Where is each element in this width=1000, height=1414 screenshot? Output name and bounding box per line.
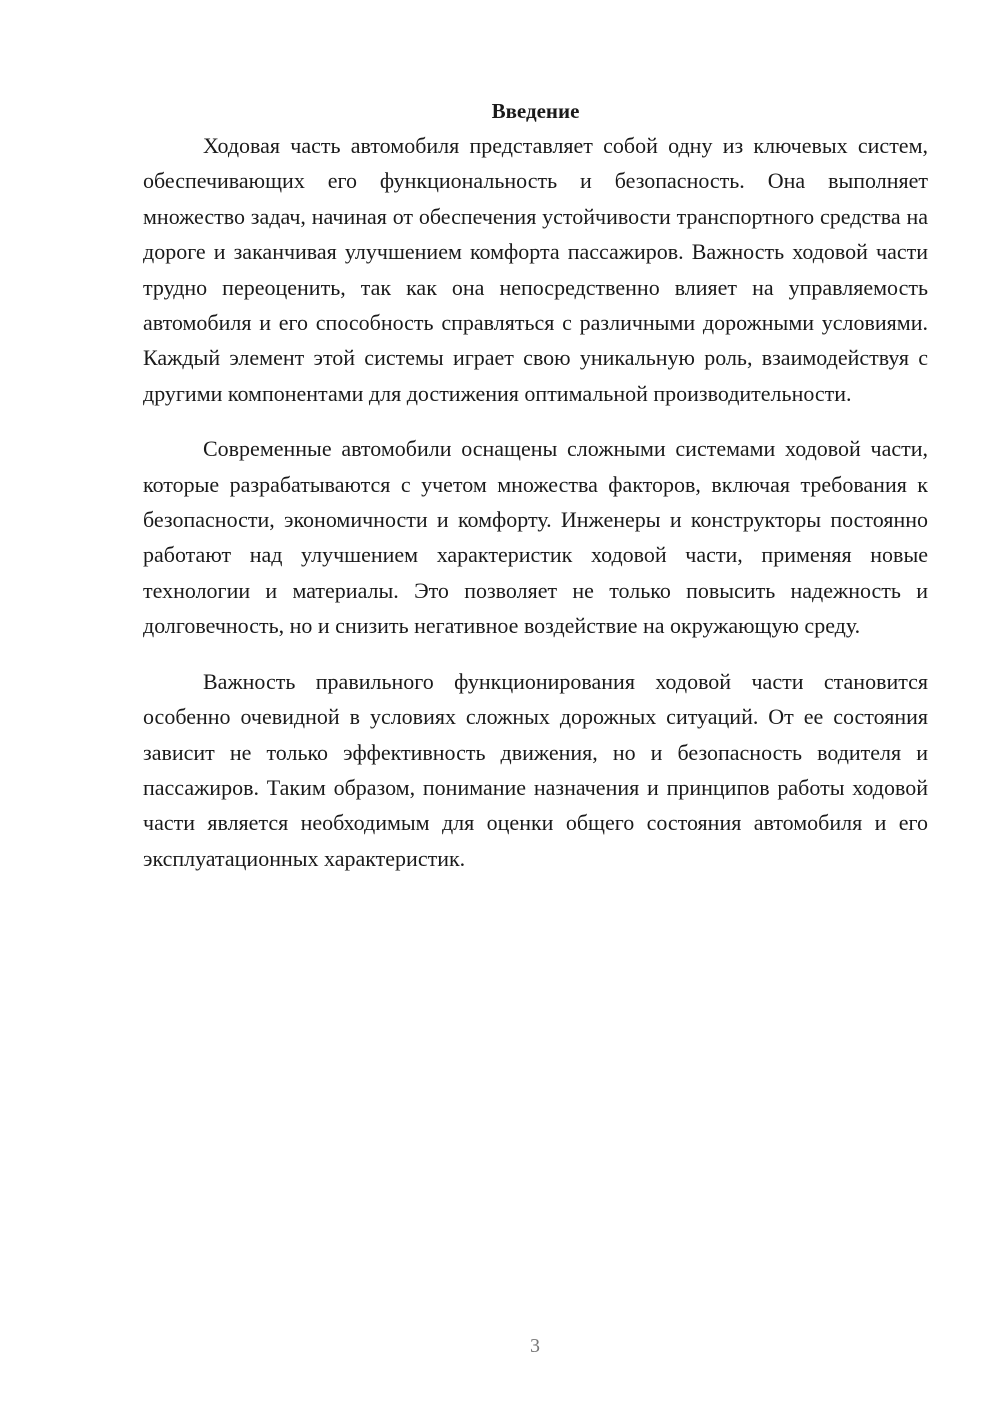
- section-title: Введение: [491, 99, 580, 123]
- document-body: [143, 96, 928, 896]
- paragraph-1: Ходовая часть автомобиля представляет собой одну из ключевых систем, обеспечивающих его функциональность и безопасность. Она выполняет множество задач, начиная от обеспечения устойчивости транспортного средства на дороге и заканчивая улучшением комфорта пассажиров. Важность ходовой части трудно переоценить, так как она непосредственно влияет на управляемость автомобиля и его способность справляться с различными дорожными условиями. Каждый элемент этой системы играет свою уникальную роль, взаимодействуя с другими компонентами для достижения оптимальной производительности.: [143, 133, 928, 406]
- page-number: 3: [530, 1335, 540, 1357]
- paragraph-3: Важность правильного функционирования ходовой части становится особенно очевидной в условиях сложных дорожных ситуаций. От ее состояния зависит не только эффективность движения, но и безопасность водителя и пассажиров. Таким образом, понимание назначения и принципов работы ходовой части является необходимым для оценки общего состояния автомобиля и его эксплуатационных характеристик.: [143, 668, 928, 871]
- paragraph-2: Современные автомобили оснащены сложными системами ходовой части, которые разрабатываются с учетом множества факторов, включая требования к безопасности, экономичности и комфорту. Инженеры и конструкторы постоянно работают над улучшением характеристик ходовой части, применяя новые технологии и материалы. Это позволяет не только повысить надежность и долговечность, но и снизить негативное воздействие на окружающую среду.: [143, 436, 928, 639]
